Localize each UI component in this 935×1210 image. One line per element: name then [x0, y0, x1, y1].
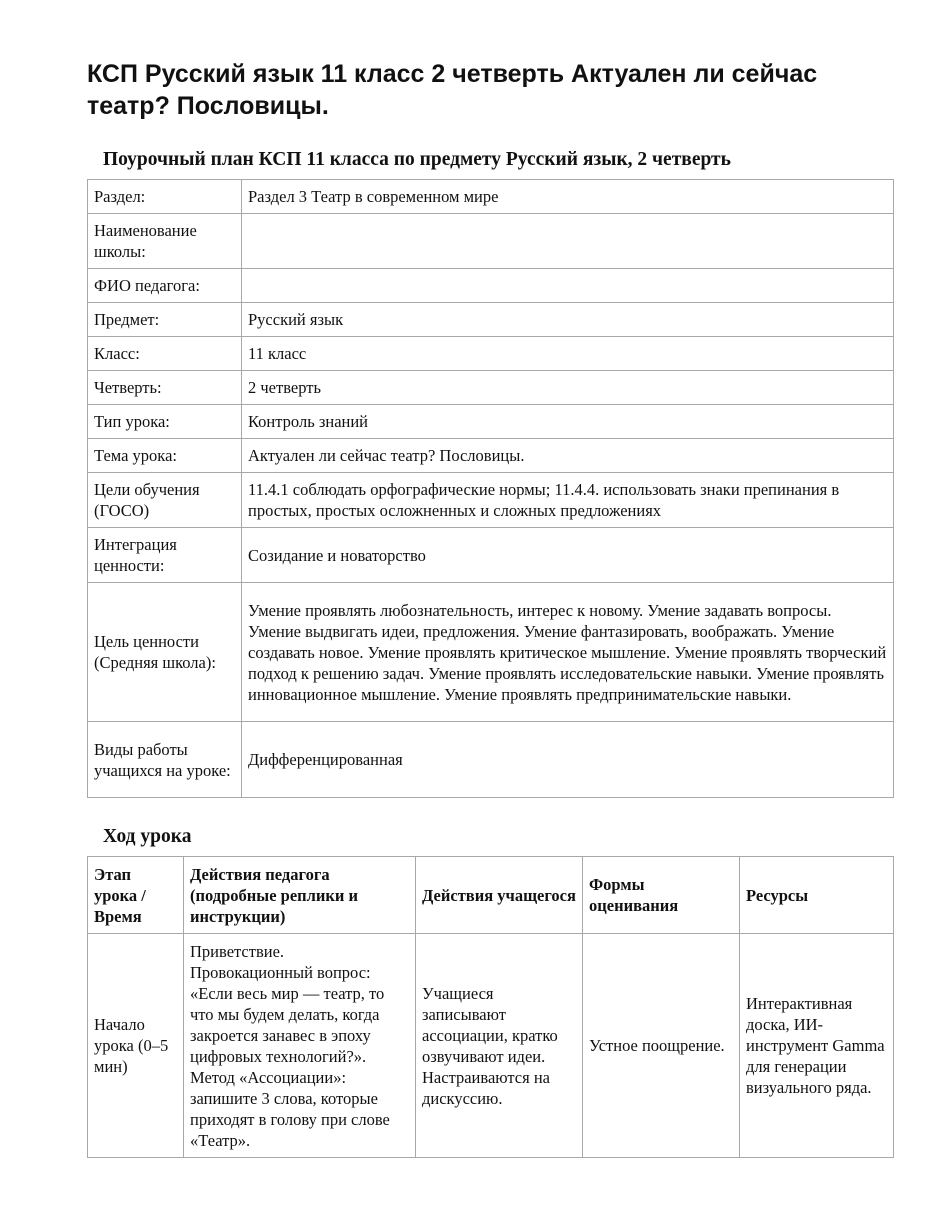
info-value: Дифференцированная	[242, 722, 894, 798]
info-row-quarter	[88, 371, 894, 405]
info-row-section	[88, 180, 894, 214]
info-label: Предмет:	[88, 303, 242, 337]
info-row-work-types	[88, 722, 894, 798]
info-row-grade	[88, 337, 894, 371]
column-header-assessment: Формы оценивания	[583, 857, 740, 934]
info-label: Виды работы учащихся на уроке:	[88, 722, 242, 798]
cell-student-actions: Учащиеся записывают ассоциации, кратко озвучивают идеи. Настраиваются на дискуссию.	[416, 934, 583, 1158]
lesson-progress-table	[87, 856, 894, 1158]
plan-heading: Поурочный план КСП 11 класса по предмету Русский язык, 2 четверть	[103, 149, 731, 170]
cell-teacher-actions: Приветствие. Провокационный вопрос: «Если весь мир — театр, то что мы будем делать, когда закроется занавес в эпоху цифровых технологий?». Метод «Ассоциации»: запишите 3 слова, которые приходят в голову при слове «Театр».	[184, 934, 416, 1158]
lesson-info-table	[87, 179, 894, 798]
column-header-student-actions: Действия учащегося	[416, 857, 583, 934]
cell-resources: Интерактивная доска, ИИ-инструмент Gamma для генерации визуального ряда.	[740, 934, 894, 1158]
info-label: Наименование школы:	[88, 214, 242, 269]
info-row-school	[88, 214, 894, 269]
info-row-topic	[88, 439, 894, 473]
info-value: Контроль знаний	[242, 405, 894, 439]
info-label: ФИО педагога:	[88, 269, 242, 303]
info-label: Четверть:	[88, 371, 242, 405]
cell-stage: Начало урока (0–5 мин)	[88, 934, 184, 1158]
info-label: Цель ценности (Средняя школа):	[88, 583, 242, 722]
info-value	[242, 214, 894, 269]
info-value: Актуален ли сейчас театр? Пословицы.	[242, 439, 894, 473]
info-label: Класс:	[88, 337, 242, 371]
info-row-objectives	[88, 473, 894, 528]
document-title: КСП Русский язык 11 класс 2 четверть Актуален ли сейчас театр? Пословицы.	[87, 60, 818, 120]
info-row-value-goal	[88, 583, 894, 722]
info-label: Цели обучения (ГОСО)	[88, 473, 242, 528]
info-value: Созидание и новаторство	[242, 528, 894, 583]
column-header-teacher-actions: Действия педагога (подробные реплики и инструкции)	[184, 857, 416, 934]
info-row-lesson-type	[88, 405, 894, 439]
column-header-stage: Этап урока / Время	[88, 857, 184, 934]
info-label: Интеграция ценности:	[88, 528, 242, 583]
lesson-progress-heading: Ход урока	[103, 826, 192, 847]
info-row-subject	[88, 303, 894, 337]
info-label: Раздел:	[88, 180, 242, 214]
table-row	[88, 934, 894, 1158]
info-value: Раздел 3 Театр в современном мире	[242, 180, 894, 214]
info-value: 2 четверть	[242, 371, 894, 405]
cell-assessment: Устное поощрение.	[583, 934, 740, 1158]
info-value: Русский язык	[242, 303, 894, 337]
info-value	[242, 269, 894, 303]
table-header-row	[88, 857, 894, 934]
info-row-values-integration	[88, 528, 894, 583]
info-row-teacher	[88, 269, 894, 303]
info-value: 11.4.1 соблюдать орфографические нормы; 11.4.4. использовать знаки препинания в простых, простых осложненных и сложных предложениях	[242, 473, 894, 528]
column-header-resources: Ресурсы	[740, 857, 894, 934]
info-label: Тип урока:	[88, 405, 242, 439]
info-label: Тема урока:	[88, 439, 242, 473]
info-value: 11 класс	[242, 337, 894, 371]
info-value: Умение проявлять любознательность, интерес к новому. Умение задавать вопросы. Умение выдвигать идеи, предложения. Умение фантазировать, воображать. Умение создавать новое. Умение проявлять критическое мышление. Умение проявлять творческий подход к решению задач. Умение проявлять исследовательские навыки. Умение проявлять инновационное мышление. Умение проявлять предпринимательские навыки.	[242, 583, 894, 722]
